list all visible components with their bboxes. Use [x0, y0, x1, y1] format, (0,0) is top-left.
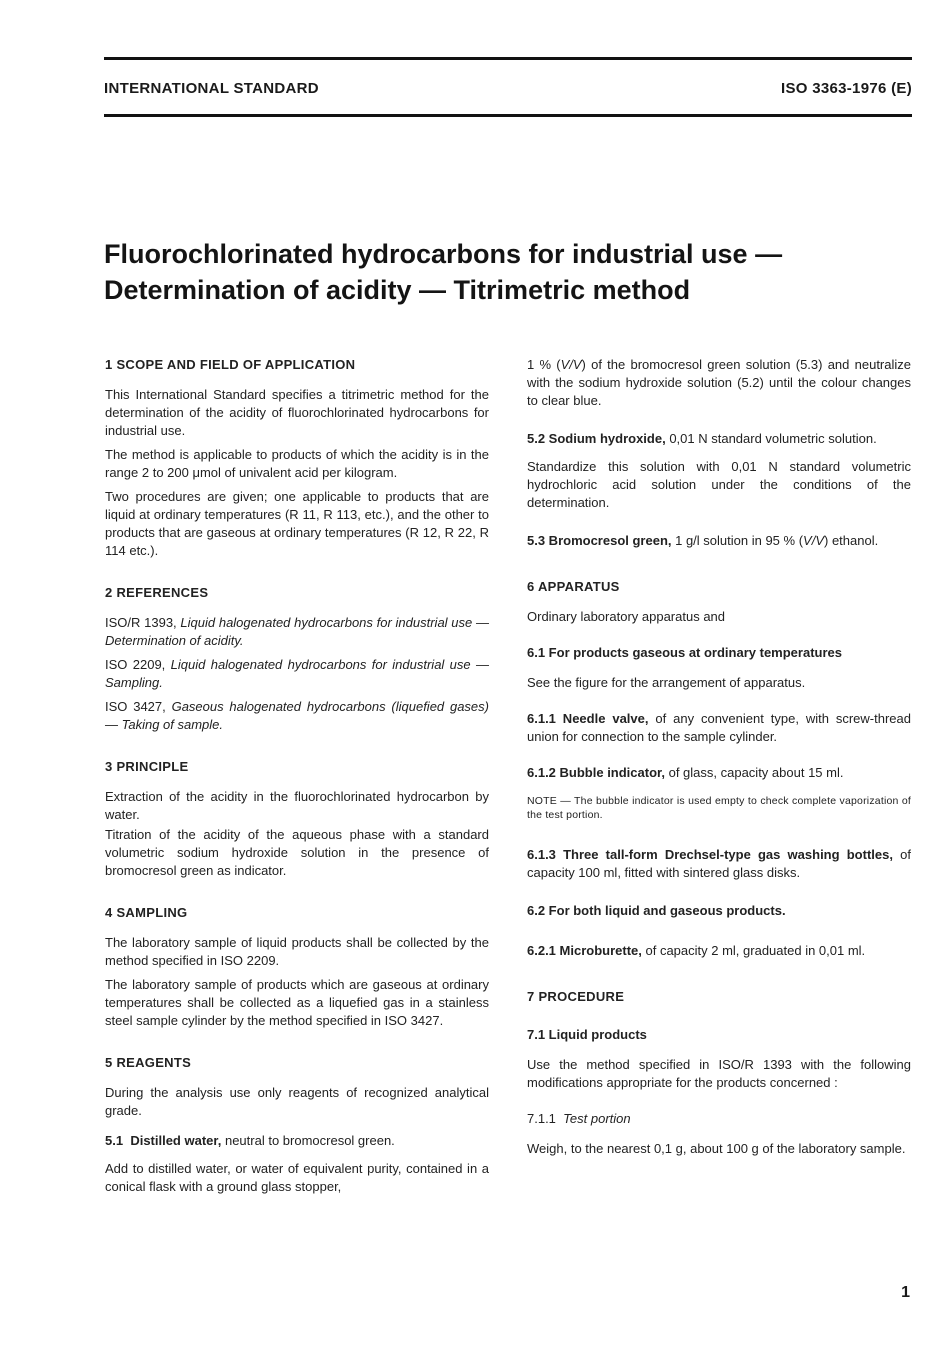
title-line-1: Fluorochlorinated hydrocarbons for industrial use — [104, 239, 783, 269]
section-5-2-text: 0,01 N standard volumetric solution. [665, 431, 877, 446]
section-6-1-2-label: 6.1.2 Bubble indicator, [527, 765, 665, 780]
section-6-1-3 [527, 846, 911, 882]
right-column [527, 356, 911, 1164]
section-6-heading: 6 APPARATUS [527, 579, 620, 594]
continued-text-start: 1 % ( [527, 357, 561, 372]
section-5-3-text-start: 1 g/l solution in 95 % ( [671, 533, 804, 548]
reference-1-title: Liquid halogenated hydrocarbons for industrial use — Determination of acidity. [105, 615, 489, 648]
section-5-1-text: neutral to bromocresol green. [221, 1133, 395, 1148]
section-5-heading: 5 REAGENTS [105, 1055, 192, 1070]
section-6-1-2 [527, 764, 911, 782]
section-6-1-2-text: of glass, capacity about 15 ml. [664, 765, 844, 780]
section-6-2-heading: 6.2 For both liquid and gaseous products. [527, 903, 786, 918]
reference-3-title: Gaseous halogenated hydrocarbons (liquefied gases) — Taking of sample. [105, 699, 489, 732]
section-1-para-2: The method is applicable to products of which the acidity is in the range 2 to 200 μmol of univalent acid per kilogram. [105, 447, 489, 480]
section-5-3-text-end: ) ethanol. [824, 533, 879, 548]
section-6-1-3-text: of capacity 100 ml, fitted with sintered glass disks. [527, 847, 911, 880]
reference-2-number: ISO 2209, [105, 657, 166, 672]
continued-text-end: ) of the bromocresol green solution (5.3) and neutralize with the sodium hydroxide solution (5.2) until the colour changes to clear blue. [527, 357, 911, 408]
title-line-2: Determination of acidity — Titrimetric method [104, 275, 691, 305]
section-7-1-1-heading [527, 1110, 911, 1128]
section-5-1-para-2: Add to distilled water, or water of equivalent purity, contained in a conical flask with a ground glass stopper, [105, 1161, 489, 1194]
section-6-2-1-text: of capacity 2 ml, graduated in 0,01 ml. [641, 943, 866, 958]
reference-1 [105, 614, 489, 650]
section-6-1-1-text: of any convenient type, with screw-thread union for connection to the sample cylinder. [527, 711, 911, 744]
section-7-1-1-title: Test portion [563, 1111, 631, 1126]
header-top-rule [104, 57, 912, 60]
section-7-heading: 7 PROCEDURE [527, 989, 625, 1004]
reference-2-title: Liquid halogenated hydrocarbons for industrial use — Sampling. [105, 657, 489, 690]
reference-3-number: ISO 3427, [105, 699, 166, 714]
reference-1-number: ISO/R 1393, [105, 615, 177, 630]
section-5-2-label: 5.2 Sodium hydroxide, [527, 431, 666, 446]
section-5-1-number: 5.1 [105, 1133, 124, 1148]
section-7-1-1-para-1: Weigh, to the nearest 0,1 g, about 100 g of the laboratory sample. [527, 1141, 906, 1156]
section-6-2-1 [527, 942, 911, 960]
section-6-1-2-note: NOTE — The bubble indicator is used empty to check complete vaporization of the test portion. [527, 795, 911, 821]
reference-2 [105, 656, 489, 692]
section-2-heading: 2 REFERENCES [105, 585, 209, 600]
section-1-para-1: This International Standard specifies a titrimetric method for the determination of the acidity of fluorochlorinated hydrocarbons for industrial use. [105, 387, 489, 438]
section-6-1-heading: 6.1 For products gaseous at ordinary temperatures [527, 645, 842, 660]
section-1-para-3: Two procedures are given; one applicable to products that are liquid at ordinary temperatures (R 11, R 113, etc.), and the other to products that are gaseous at ordinary temperatures (R 12, R 22, R 114 etc.). [105, 489, 489, 558]
section-5-3 [527, 532, 911, 550]
section-5-para-1: During the analysis use only reagents of recognized analytical grade. [105, 1085, 489, 1118]
section-7-1-heading: 7.1 Liquid products [527, 1027, 647, 1042]
section-7-1-para-1: Use the method specified in ISO/R 1393 with the following modifications appropriate for the products concerned : [527, 1057, 911, 1090]
section-5-1-label: Distilled water, [130, 1133, 222, 1148]
section-5-3-vv: V/V [803, 533, 824, 548]
header-standard-label: INTERNATIONAL STANDARD [104, 80, 319, 97]
header-bottom-rule [104, 114, 912, 117]
continued-vv: V/V [560, 357, 582, 372]
section-1-heading: 1 SCOPE AND FIELD OF APPLICATION [105, 357, 356, 372]
reference-3 [105, 698, 489, 734]
section-4-para-1: The laboratory sample of liquid products shall be collected by the method specified in ISO 2209. [105, 935, 489, 968]
continued-paragraph [527, 356, 911, 410]
document-title [104, 236, 912, 308]
header-standard-number: ISO 3363-1976 (E) [780, 80, 912, 97]
section-6-1-1 [527, 710, 911, 746]
section-5-2 [527, 430, 911, 448]
section-3-heading: 3 PRINCIPLE [105, 759, 189, 774]
section-6-2-1-label: 6.2.1 Microburette, [527, 943, 642, 958]
section-5-3-label: 5.3 Bromocresol green, [527, 533, 672, 548]
section-4-heading: 4 SAMPLING [105, 905, 188, 920]
section-6-1-3-label: 6.1.3 Three tall-form Drechsel-type gas washing bottles, [527, 847, 893, 862]
section-3-para-1: Extraction of the acidity in the fluorochlorinated hydrocarbon by water. [105, 789, 489, 822]
section-3-para-2: Titration of the acidity of the aqueous phase with a standard volumetric sodium hydroxide solution in the presence of bromocresol green as indicator. [105, 827, 489, 878]
section-6-1-1-label: 6.1.1 Needle valve, [527, 711, 649, 726]
section-4-para-2: The laboratory sample of products which are gaseous at ordinary temperatures shall be collected as a liquefied gas in a stainless steel sample cylinder by the method specified in ISO 3427. [105, 977, 489, 1028]
left-column [105, 356, 489, 1202]
section-5-2-para-2: Standardize this solution with 0,01 N standard volumetric hydrochloric acid solution under the conditions of the determination. [527, 459, 911, 510]
page-number: 1 [901, 1284, 910, 1301]
section-6-1-para-1: See the figure for the arrangement of apparatus. [527, 675, 806, 690]
section-7-1-1-number: 7.1.1 [527, 1111, 556, 1126]
section-5-1 [105, 1132, 489, 1150]
section-6-para-1: Ordinary laboratory apparatus and [527, 609, 726, 624]
